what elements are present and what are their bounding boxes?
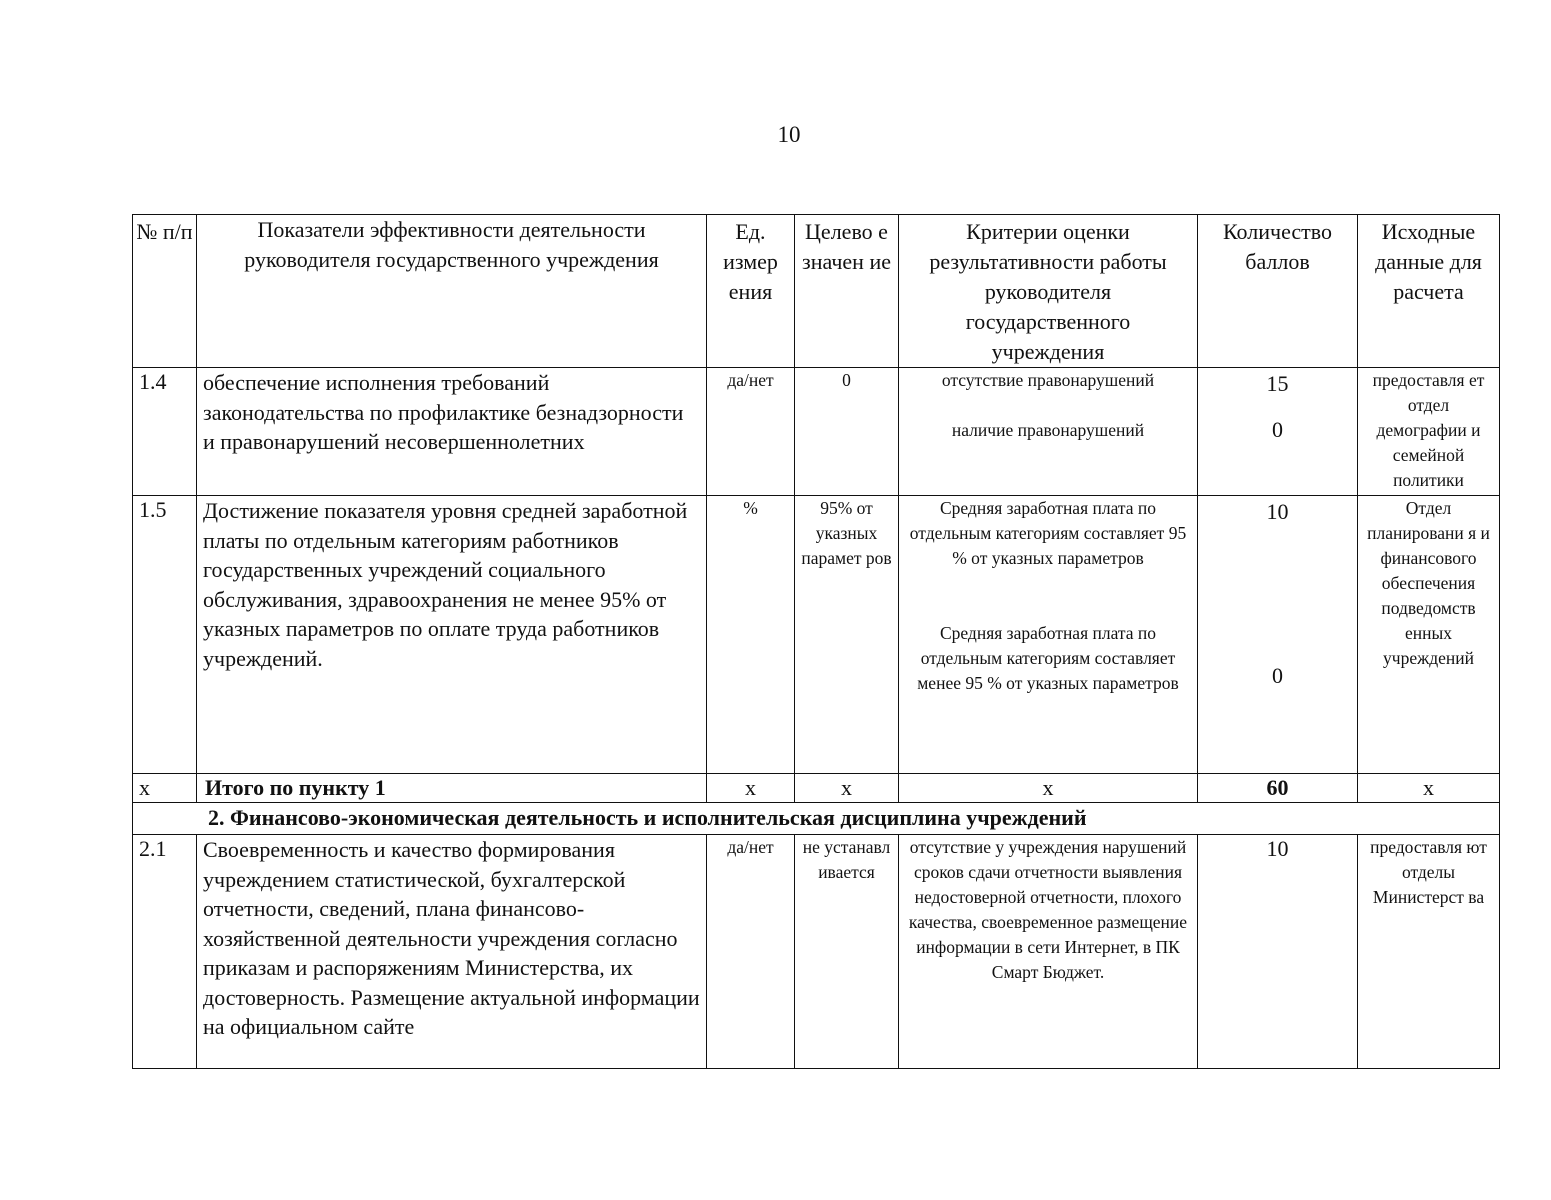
row-target: 0 bbox=[795, 368, 899, 496]
header-score: Количество баллов bbox=[1198, 215, 1358, 368]
row-score: 10 bbox=[1198, 835, 1358, 1069]
row-score bbox=[1198, 368, 1358, 496]
row-source: предоставля ет отдел демографии и семейной политики bbox=[1358, 368, 1500, 496]
row-source: предоставля ют отделы Министерст ва bbox=[1358, 835, 1500, 1069]
section-row bbox=[133, 803, 1500, 835]
header-row bbox=[133, 215, 1500, 368]
total-score: 60 bbox=[1198, 774, 1358, 803]
criteria-item: отсутствие правонарушений bbox=[941, 370, 1155, 390]
row-indicator: Достижение показателя уровня средней заработной платы по отдельным категориям работников государственных учреждений социального обслуживания, здравоохранения не менее 95% от указных параметров по оплате труда работников учреждений. bbox=[197, 496, 707, 774]
criteria-item: наличие правонарушений bbox=[951, 420, 1145, 440]
row-criteria bbox=[899, 496, 1198, 774]
score-value: 10 bbox=[1266, 499, 1289, 524]
score-value: 0 bbox=[1272, 417, 1283, 442]
header-num: № п/п bbox=[133, 215, 197, 368]
criteria-item: Средняя заработная плата по отдельным категориям составляет 95 % от указных параметров bbox=[909, 498, 1187, 568]
header-indicator: Показатели эффективности деятельности руководителя государственного учреждения bbox=[197, 215, 707, 368]
page-number: 10 bbox=[777, 122, 801, 147]
header-criteria: Критерии оценки результативности работы руководителя государственного учреждения bbox=[899, 215, 1198, 368]
row-num: 1.4 bbox=[133, 368, 197, 496]
table-row bbox=[133, 835, 1500, 1069]
total-label: Итого по пункту 1 bbox=[197, 774, 707, 803]
row-num: 1.5 bbox=[133, 496, 197, 774]
total-row bbox=[133, 774, 1500, 803]
total-unit: x bbox=[707, 774, 795, 803]
row-unit: % bbox=[707, 496, 795, 774]
total-target: x bbox=[795, 774, 899, 803]
row-score bbox=[1198, 496, 1358, 774]
row-unit: да/нет bbox=[707, 368, 795, 496]
total-source: x bbox=[1358, 774, 1500, 803]
score-value: 15 bbox=[1266, 371, 1289, 396]
row-criteria: отсутствие у учреждения нарушений сроков сдачи отчетности выявления недостоверной отчетности, плохого качества, своевременное размещение информации в сети Интернет, в ПК Смарт Бюджет. bbox=[899, 835, 1198, 1069]
total-criteria: x bbox=[899, 774, 1198, 803]
row-target: 95% от указных парамет ров bbox=[795, 496, 899, 774]
row-unit: да/нет bbox=[707, 835, 795, 1069]
table-row bbox=[133, 368, 1500, 496]
row-indicator: Своевременность и качество формирования учреждением статистической, бухгалтерской отчетности, сведений, плана финансово-хозяйственной деятельности учреждения согласно приказам и распоряжениям Министерства, их достоверность. Размещение актуальной информации на официальном сайте bbox=[197, 835, 707, 1069]
header-target: Целево е значен ие bbox=[795, 215, 899, 368]
header-unit: Ед. измер ения bbox=[707, 215, 795, 368]
row-criteria bbox=[899, 368, 1198, 496]
score-value: 0 bbox=[1272, 663, 1283, 688]
row-target: не устанавл ивается bbox=[795, 835, 899, 1069]
header-source: Исходные данные для расчета bbox=[1358, 215, 1500, 368]
row-source: Отдел планировани я и финансового обеспечения подведомств енных учреждений bbox=[1358, 496, 1500, 774]
indicators-table bbox=[132, 214, 1500, 1069]
criteria-item: Средняя заработная плата по отдельным категориям составляет менее 95 % от указных параметров bbox=[917, 623, 1179, 693]
table-row bbox=[133, 496, 1500, 774]
row-num: 2.1 bbox=[133, 835, 197, 1069]
row-indicator: обеспечение исполнения требований законодательства по профилактике безнадзорности и правонарушений несовершеннолетних bbox=[197, 368, 707, 496]
section-title: 2. Финансово-экономическая деятельность и исполнительская дисциплина учреждений bbox=[133, 803, 1500, 835]
total-num: x bbox=[133, 774, 197, 803]
